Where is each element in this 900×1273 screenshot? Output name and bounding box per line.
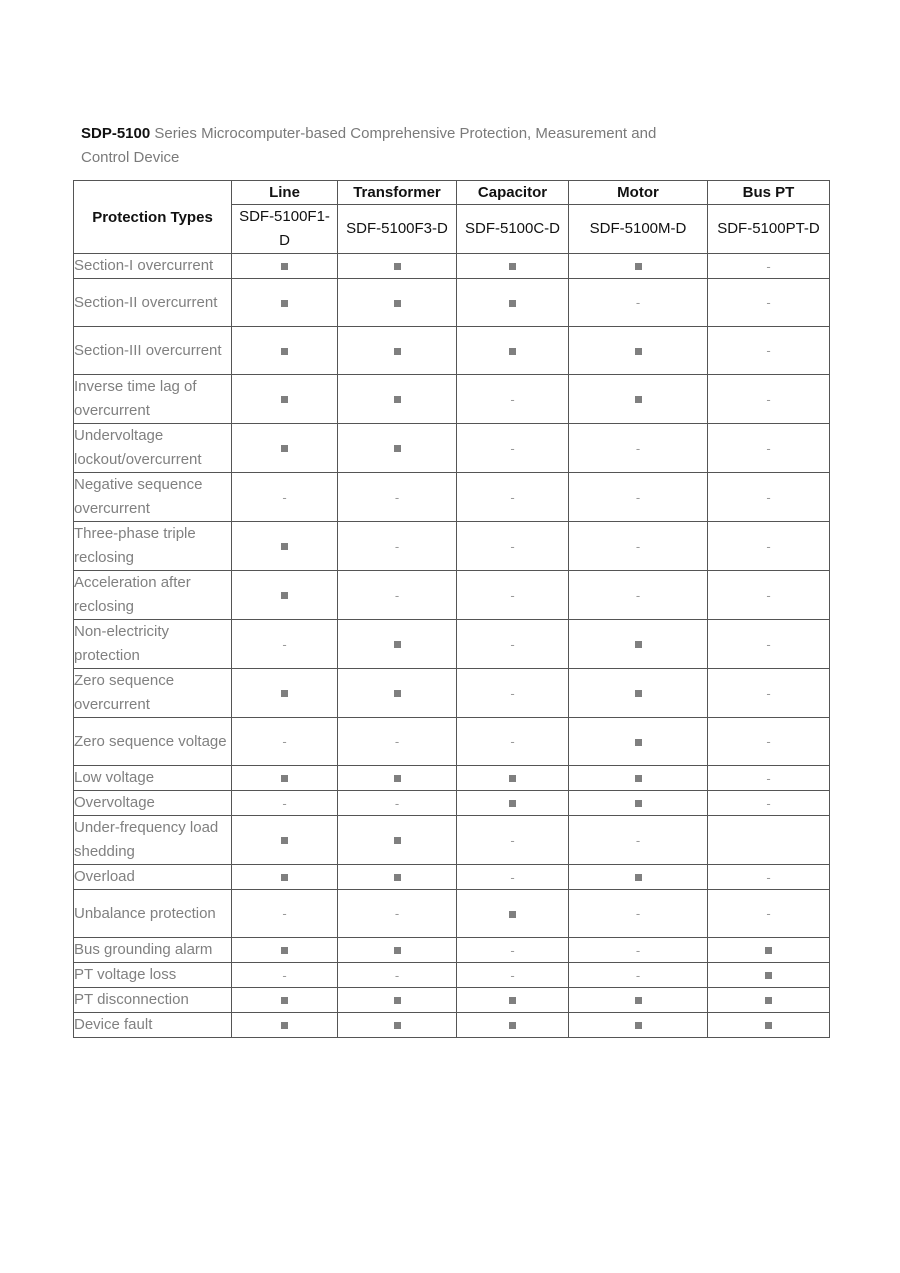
support-cell xyxy=(569,254,708,279)
support-cell xyxy=(232,522,338,571)
model-capacitor: SDF-5100C-D xyxy=(457,205,569,254)
support-cell xyxy=(708,816,830,865)
support-cell xyxy=(569,571,708,620)
support-cell xyxy=(708,571,830,620)
support-cell xyxy=(569,669,708,718)
support-cell xyxy=(457,816,569,865)
title-text: Series Microcomputer-based Comprehensive Protection, Measurement and Control Device xyxy=(81,125,657,166)
support-cell xyxy=(708,473,830,522)
supported-square-icon xyxy=(394,874,401,881)
support-cell xyxy=(232,279,338,327)
not-supported-dash: - xyxy=(766,489,771,505)
support-cell xyxy=(457,890,569,938)
not-supported-dash: - xyxy=(766,795,771,811)
support-cell xyxy=(338,375,457,424)
table-row xyxy=(74,375,830,424)
supported-square-icon xyxy=(509,348,516,355)
column-header-bus-pt: Bus PT xyxy=(708,181,830,205)
table-row xyxy=(74,473,830,522)
not-supported-dash: - xyxy=(510,832,515,848)
support-cell xyxy=(232,669,338,718)
supported-square-icon xyxy=(635,1022,642,1029)
not-supported-dash: - xyxy=(766,770,771,786)
not-supported-dash: - xyxy=(394,538,400,554)
not-supported-dash: - xyxy=(766,685,771,701)
support-cell xyxy=(232,963,338,988)
not-supported-dash: - xyxy=(510,685,515,701)
support-cell xyxy=(708,963,830,988)
support-cell xyxy=(569,963,708,988)
table-body xyxy=(74,254,830,1038)
support-cell xyxy=(708,327,830,375)
support-cell xyxy=(708,938,830,963)
protection-type-label: PT disconnection xyxy=(74,988,232,1013)
support-cell xyxy=(457,669,569,718)
support-cell xyxy=(457,865,569,890)
supported-square-icon xyxy=(394,1022,401,1029)
not-supported-dash: - xyxy=(635,295,641,310)
not-supported-dash: - xyxy=(394,489,400,505)
title-model: SDP-5100 xyxy=(81,125,151,142)
support-cell xyxy=(569,816,708,865)
protection-type-label: PT voltage loss xyxy=(74,963,232,988)
protection-types-table xyxy=(73,180,830,1038)
support-cell xyxy=(338,522,457,571)
supported-square-icon xyxy=(281,396,288,403)
support-cell xyxy=(708,718,830,766)
support-cell xyxy=(457,718,569,766)
not-supported-dash: - xyxy=(282,967,287,983)
supported-square-icon xyxy=(635,739,642,746)
not-supported-dash: - xyxy=(510,942,515,958)
protection-type-label: Zero sequence overcurrent xyxy=(74,669,232,718)
supported-square-icon xyxy=(509,1022,516,1029)
table-row xyxy=(74,791,830,816)
protection-type-label: Inverse time lag of overcurrent xyxy=(74,375,232,424)
support-cell xyxy=(338,963,457,988)
supported-square-icon xyxy=(281,263,288,270)
support-cell xyxy=(457,963,569,988)
support-cell xyxy=(569,865,708,890)
support-cell xyxy=(338,254,457,279)
protection-type-label: Overload xyxy=(74,865,232,890)
support-cell xyxy=(569,766,708,791)
supported-square-icon xyxy=(394,300,401,307)
not-supported-dash: - xyxy=(282,636,287,652)
support-cell xyxy=(708,988,830,1013)
protection-type-label: Under-frequency load shedding xyxy=(74,816,232,865)
supported-square-icon xyxy=(281,592,288,599)
not-supported-dash: - xyxy=(766,391,771,407)
support-cell xyxy=(569,890,708,938)
supported-square-icon xyxy=(635,997,642,1004)
supported-square-icon xyxy=(281,1022,288,1029)
not-supported-dash: - xyxy=(282,795,287,811)
support-cell xyxy=(708,620,830,669)
support-cell xyxy=(457,522,569,571)
supported-square-icon xyxy=(509,997,516,1004)
supported-square-icon xyxy=(394,837,401,844)
support-cell xyxy=(457,279,569,327)
not-supported-dash: - xyxy=(635,587,641,603)
support-cell xyxy=(569,938,708,963)
support-cell xyxy=(569,279,708,327)
supported-square-icon xyxy=(635,874,642,881)
supported-square-icon xyxy=(281,947,288,954)
support-cell xyxy=(569,620,708,669)
protection-type-label: Non-electricity protection xyxy=(74,620,232,669)
not-supported-dash: - xyxy=(282,489,287,505)
supported-square-icon xyxy=(281,543,288,550)
support-cell xyxy=(569,375,708,424)
support-cell xyxy=(232,816,338,865)
support-cell xyxy=(457,766,569,791)
supported-square-icon xyxy=(509,263,516,270)
not-supported-dash: - xyxy=(635,832,641,848)
support-cell xyxy=(457,571,569,620)
support-cell xyxy=(338,473,457,522)
supported-square-icon xyxy=(635,348,642,355)
supported-square-icon xyxy=(281,874,288,881)
support-cell xyxy=(708,522,830,571)
row-header-protection-types: Protection Types xyxy=(74,181,232,254)
model-transformer: SDF-5100F3-D xyxy=(338,205,457,254)
support-cell xyxy=(338,669,457,718)
support-cell xyxy=(569,1013,708,1038)
protection-type-label: Three-phase triple reclosing xyxy=(74,522,232,571)
not-supported-dash: - xyxy=(510,869,515,885)
not-supported-dash: - xyxy=(766,734,771,749)
support-cell xyxy=(232,791,338,816)
not-supported-dash: - xyxy=(510,587,515,603)
support-cell xyxy=(338,988,457,1013)
support-cell xyxy=(232,988,338,1013)
support-cell xyxy=(457,424,569,473)
protection-type-label: Unbalance protection xyxy=(74,890,232,938)
not-supported-dash: - xyxy=(766,440,771,456)
not-supported-dash: - xyxy=(635,440,641,456)
not-supported-dash: - xyxy=(766,295,771,310)
support-cell xyxy=(569,791,708,816)
not-supported-dash: - xyxy=(510,967,515,983)
not-supported-dash: - xyxy=(635,942,641,958)
support-cell xyxy=(569,988,708,1013)
support-cell xyxy=(708,254,830,279)
support-cell xyxy=(338,816,457,865)
supported-square-icon xyxy=(281,300,288,307)
protection-type-label: Section-II overcurrent xyxy=(74,279,232,327)
not-supported-dash: - xyxy=(394,734,400,749)
not-supported-dash: - xyxy=(766,636,771,652)
table-row xyxy=(74,254,830,279)
table-row xyxy=(74,963,830,988)
support-cell xyxy=(232,718,338,766)
supported-square-icon xyxy=(765,997,772,1004)
column-header-capacitor: Capacitor xyxy=(457,181,569,205)
not-supported-dash: - xyxy=(766,258,771,274)
support-cell xyxy=(232,473,338,522)
protection-type-label: Device fault xyxy=(74,1013,232,1038)
not-supported-dash: - xyxy=(635,967,641,983)
supported-square-icon xyxy=(281,997,288,1004)
protection-type-label: Acceleration after reclosing xyxy=(74,571,232,620)
table-row xyxy=(74,816,830,865)
table-row xyxy=(74,669,830,718)
supported-square-icon xyxy=(765,972,772,979)
support-cell xyxy=(457,327,569,375)
supported-square-icon xyxy=(509,775,516,782)
supported-square-icon xyxy=(394,641,401,648)
support-cell xyxy=(232,424,338,473)
not-supported-dash: - xyxy=(635,906,641,921)
support-cell xyxy=(457,473,569,522)
supported-square-icon xyxy=(635,641,642,648)
supported-square-icon xyxy=(394,690,401,697)
supported-square-icon xyxy=(394,775,401,782)
protection-type-label: Negative sequence overcurrent xyxy=(74,473,232,522)
support-cell xyxy=(232,865,338,890)
supported-square-icon xyxy=(509,300,516,307)
not-supported-dash: - xyxy=(510,489,515,505)
supported-square-icon xyxy=(394,445,401,452)
table-row xyxy=(74,938,830,963)
column-header-transformer: Transformer xyxy=(338,181,457,205)
supported-square-icon xyxy=(765,1022,772,1029)
table-row xyxy=(74,1013,830,1038)
table-row xyxy=(74,522,830,571)
not-supported-dash: - xyxy=(394,587,400,603)
support-cell xyxy=(569,327,708,375)
not-supported-dash: - xyxy=(510,391,515,407)
supported-square-icon xyxy=(635,396,642,403)
support-cell xyxy=(708,791,830,816)
support-cell xyxy=(338,279,457,327)
not-supported-dash: - xyxy=(766,869,771,885)
support-cell xyxy=(338,791,457,816)
support-cell xyxy=(232,254,338,279)
protection-type-label: Section-III overcurrent xyxy=(74,327,232,375)
not-supported-dash: - xyxy=(282,734,287,749)
table-row xyxy=(74,620,830,669)
not-supported-dash: - xyxy=(282,906,287,921)
support-cell xyxy=(338,938,457,963)
support-cell xyxy=(338,327,457,375)
supported-square-icon xyxy=(281,348,288,355)
not-supported-dash: - xyxy=(394,795,400,811)
table-row xyxy=(74,766,830,791)
column-header-line: Line xyxy=(232,181,338,205)
table-row xyxy=(74,988,830,1013)
supported-square-icon xyxy=(394,348,401,355)
supported-square-icon xyxy=(635,775,642,782)
support-cell xyxy=(708,375,830,424)
support-cell xyxy=(232,890,338,938)
supported-square-icon xyxy=(394,997,401,1004)
supported-square-icon xyxy=(635,800,642,807)
not-supported-dash: - xyxy=(766,538,771,554)
supported-square-icon xyxy=(394,263,401,270)
support-cell xyxy=(338,1013,457,1038)
model-line-text: SDF-5100F1-D xyxy=(239,208,330,249)
supported-square-icon xyxy=(281,775,288,782)
protection-type-label: Overvoltage xyxy=(74,791,232,816)
supported-square-icon xyxy=(509,911,516,918)
supported-square-icon xyxy=(281,837,288,844)
support-cell xyxy=(232,327,338,375)
not-supported-dash: - xyxy=(510,636,515,652)
model-bus-pt: SDF-5100PT-D xyxy=(708,205,830,254)
table-row xyxy=(74,279,830,327)
support-cell xyxy=(232,375,338,424)
support-cell xyxy=(338,890,457,938)
support-cell xyxy=(708,1013,830,1038)
not-supported-dash: - xyxy=(510,734,515,749)
supported-square-icon xyxy=(394,947,401,954)
column-header-motor: Motor xyxy=(569,181,708,205)
support-cell xyxy=(708,890,830,938)
not-supported-dash: - xyxy=(766,343,771,358)
not-supported-dash: - xyxy=(635,489,641,505)
supported-square-icon xyxy=(635,263,642,270)
support-cell xyxy=(708,279,830,327)
table-row xyxy=(74,327,830,375)
table-row xyxy=(74,571,830,620)
supported-square-icon xyxy=(635,690,642,697)
document-title xyxy=(81,122,701,170)
protection-type-label: Low voltage xyxy=(74,766,232,791)
support-cell xyxy=(569,522,708,571)
support-cell xyxy=(232,571,338,620)
not-supported-dash: - xyxy=(510,440,515,456)
not-supported-dash: - xyxy=(766,906,771,921)
table-row xyxy=(74,424,830,473)
support-cell xyxy=(457,375,569,424)
support-cell xyxy=(338,620,457,669)
not-supported-dash: - xyxy=(766,587,771,603)
support-cell xyxy=(457,1013,569,1038)
support-cell xyxy=(457,254,569,279)
support-cell xyxy=(569,718,708,766)
supported-square-icon xyxy=(281,445,288,452)
not-supported-dash: - xyxy=(510,538,515,554)
model-line xyxy=(232,205,338,254)
support-cell xyxy=(232,1013,338,1038)
support-cell xyxy=(232,620,338,669)
supported-square-icon xyxy=(394,396,401,403)
support-cell xyxy=(457,938,569,963)
not-supported-dash: - xyxy=(394,906,400,921)
supported-square-icon xyxy=(765,947,772,954)
protection-type-label: Bus grounding alarm xyxy=(74,938,232,963)
support-cell xyxy=(457,791,569,816)
support-cell xyxy=(338,424,457,473)
table-row xyxy=(74,865,830,890)
support-cell xyxy=(338,766,457,791)
protection-type-label: Zero sequence voltage xyxy=(74,718,232,766)
support-cell xyxy=(708,424,830,473)
not-supported-dash: - xyxy=(394,967,400,983)
support-cell xyxy=(232,938,338,963)
support-cell xyxy=(232,766,338,791)
support-cell xyxy=(569,424,708,473)
support-cell xyxy=(708,766,830,791)
table-row xyxy=(74,718,830,766)
protection-type-label: Undervoltage lockout/overcurrent xyxy=(74,424,232,473)
support-cell xyxy=(457,988,569,1013)
model-motor: SDF-5100M-D xyxy=(569,205,708,254)
support-cell xyxy=(338,571,457,620)
protection-type-label: Section-I overcurrent xyxy=(74,254,232,279)
table-row xyxy=(74,890,830,938)
support-cell xyxy=(338,865,457,890)
support-cell xyxy=(708,669,830,718)
support-cell xyxy=(457,620,569,669)
supported-square-icon xyxy=(509,800,516,807)
not-supported-dash: - xyxy=(635,538,641,554)
support-cell xyxy=(569,473,708,522)
support-cell xyxy=(338,718,457,766)
support-cell xyxy=(708,865,830,890)
supported-square-icon xyxy=(281,690,288,697)
